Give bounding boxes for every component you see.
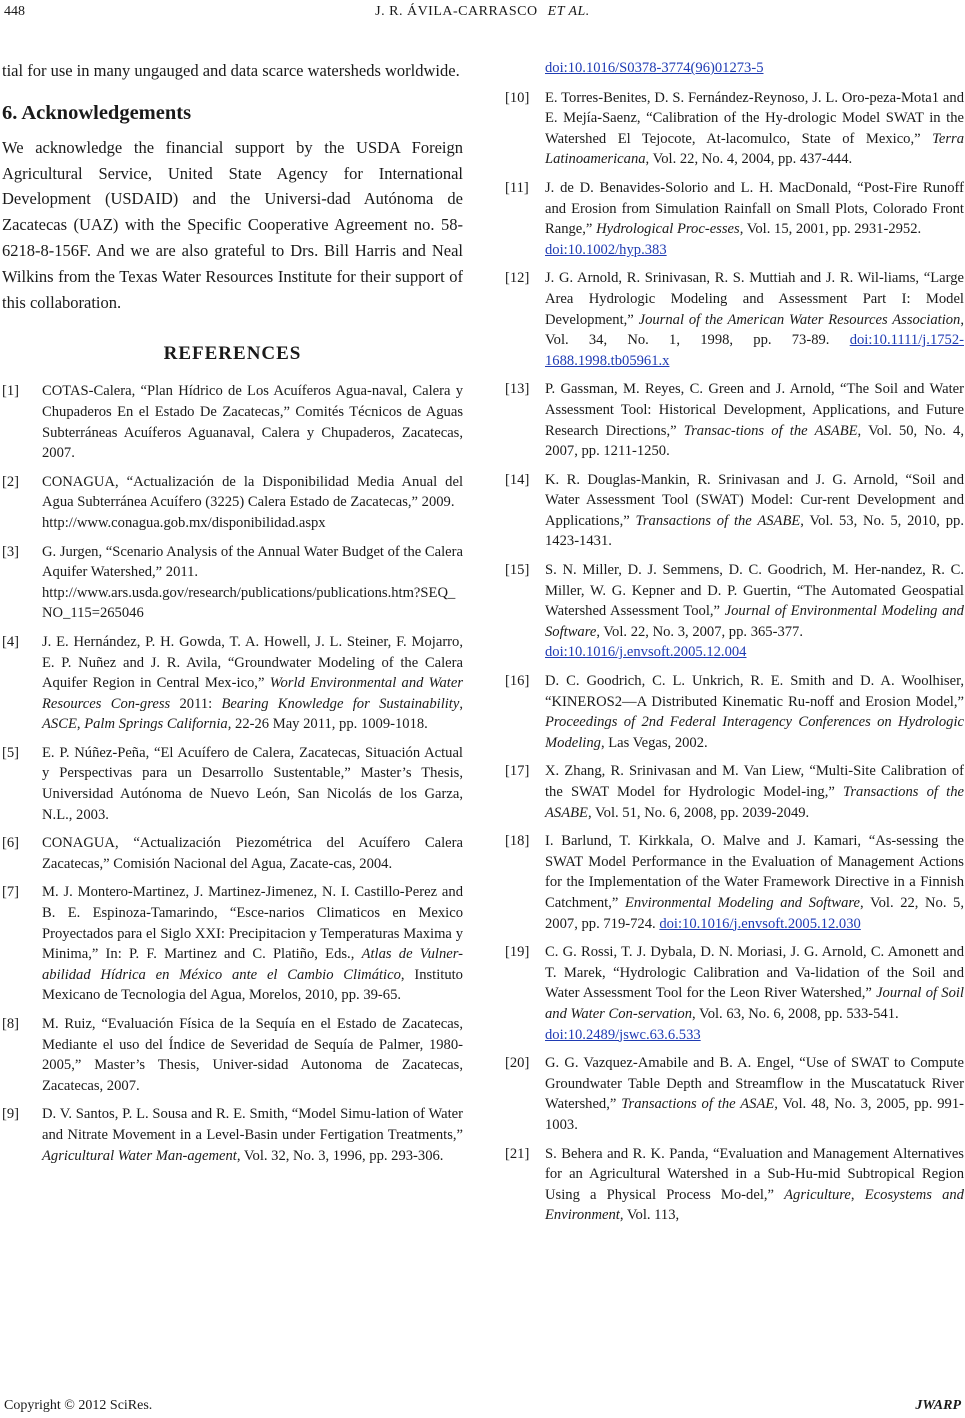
reference-text: , Vol. 50, No. 4, 2007, pp. 1211-1250. (545, 422, 965, 460)
reference-body (545, 379, 964, 461)
reference-venue: Agricultural Water Man-agement (42, 1147, 237, 1164)
reference-number: [16] (505, 673, 530, 690)
reference-text: G. Jurgen, “Scenario Analysis of the Annual Water Budget of the Calera Aquifer Watershed,” 2011. (42, 543, 463, 581)
acknowledgements-paragraph: We acknowledge the financial support by the USDA Foreign Agricultural Service, United State Agency for International Development (USDAID) and the Universi-dad Autónoma de Zacatecas (UAZ) with the Specific Cooperative Agreement no. 58-6218-8-156F. And we are also grateful to Drs. Bill Harris and Neal Wilkins from the Texas Water Resources Institute for their support of this collaboration. (2, 137, 463, 312)
reference-text: X. Zhang, R. Srinivasan and M. Van Liew, “Multi-Site Calibration of the SWAT Model for Hydrologic Model-ing,” (545, 763, 964, 800)
reference-item (2, 882, 463, 1006)
reference-item (505, 671, 964, 753)
reference-text: , 22-26 May 2011, pp. 1009-1018. (227, 716, 428, 733)
reference-venue: Terra Latinoamericana (545, 130, 964, 168)
reference-text: COTAS-Calera, “Plan Hídrico de Los Acuíferos Agua-naval, Calera y Chupaderos En el Estado De Zacatecas,” Comités Técnicos de Aguas Subterráneas Acuíferos Aguanaval, Calera y Chupaderos, Zacatecas, 2007. (42, 383, 463, 462)
reference-number: [12] (505, 270, 530, 287)
reference-url[interactable]: http://www.ars.usda.gov/research/publications/publications.htm?SEQ_NO_115=265046 (42, 584, 456, 622)
reference-item (505, 268, 964, 371)
reference-item (2, 632, 463, 735)
reference-item (505, 942, 964, 1045)
reference-item (505, 379, 964, 461)
reference-text: D. C. Goodrich, C. L. Unkrich, R. E. Smith and D. A. Woolhiser, “KINEROS2—A Distributed Kinematic Ru-noff and Erosion Model,” (545, 673, 964, 710)
intro-paragraph: tial for use in many ungauged and data scarce watersheds worldwide. (2, 61, 460, 80)
reference-number: [19] (505, 944, 530, 961)
right-column (505, 58, 964, 1234)
reference-venue: Proceedings of 2nd Federal Interagency Conferences on Hydrologic Modeling (545, 714, 964, 751)
reference-url[interactable]: http://www.conagua.gob.mx/disponibilidad.aspx (42, 514, 326, 531)
reference-number: [7] (2, 884, 20, 901)
reference-text: J. E. Hernández, P. H. Gowda, T. A. Howell, J. L. Steiner, F. Mojarro, E. P. Nuñez and J. R. Avila, “Groundwater Modeling of the Calera Aquifer Region in Central Mex-ico,” (42, 633, 463, 692)
reference-continuation (505, 58, 964, 79)
reference-number: [8] (2, 1016, 20, 1032)
reference-venue: ASCE (42, 716, 77, 733)
references-heading: REFERENCES (163, 343, 302, 365)
reference-text: P. Gassman, M. Reyes, C. Green and J. Arnold, “The Soil and Water Assessment Tool: Historical Development, Applications, and Future Research Directions,” (545, 381, 964, 439)
reference-item (2, 381, 463, 463)
reference-number: [14] (505, 471, 530, 488)
reference-number: [5] (2, 744, 20, 761)
copyright-notice: Copyright © 2012 SciRes. (4, 1398, 153, 1413)
reference-text: , Vol. 22, No. 4, 2004, pp. 437-444. (645, 151, 853, 168)
reference-venue: World Environmental and Water Resources Con-gress (42, 675, 463, 712)
reference-venue: Palm Springs California (84, 716, 228, 733)
reference-item (505, 470, 964, 552)
reference-number: [6] (2, 835, 20, 852)
reference-text: CONAGUA, “Actualización de la Disponibilidad Media Anual del Agua Subterránea Acuífero (3225) Calera Estado de Zacatecas,” 2009. (42, 473, 463, 511)
reference-item (505, 831, 964, 934)
reference-text: C. G. Rossi, T. J. Dybala, D. N. Moriasi, J. G. Arnold, C. Amonett and T. Marek, “Hydrologic Calibration and Va-lidation of the Soil and Water Assessment Tool for the Leon River Watershed,” (545, 944, 964, 1002)
reference-venue: Journal of Soil and Water Con-servation (545, 985, 964, 1022)
reference-text: E. P. Núñez-Peña, “El Acuífero de Calera, Zacatecas, Situación Actual y Perspectivas para un Desarrollo Sustentable,” Master’s Thesis, Universidad Autónoma de Nuevo León, San Nicolás de los Garza, N.L., 2003. (42, 744, 463, 823)
reference-text: , Instituto Mexicano de Tecnologia del Agua, Morelos, 2010, pp. 39-65. (42, 966, 463, 1004)
reference-item (2, 1104, 463, 1166)
reference-item (505, 560, 964, 663)
reference-body (42, 632, 463, 735)
reference-text: , Vol. 113, (619, 1207, 680, 1224)
reference-text: E. Torres-Benites, D. S. Fernández-Reynoso, J. L. Oro-peza-Mota1 and E. Mejía-Saenz, “Calibration of the Hy-drologic Model SWAT in the Watershed El Tejocote, At-lacomulco, State of Mexico,” (545, 89, 964, 147)
reference-venue: Agriculture (784, 1186, 851, 1203)
reference-text: S. N. Miller, D. J. Semmens, D. C. Goodrich, M. Her-nandez, R. C. Miller, W. G. Kepner and D. P. Guertin, “The Automated Geospatial Watershed Assessment Tool,” (545, 562, 964, 620)
reference-text: 2011: (179, 695, 213, 712)
reference-text: , Vol. 53, No. 5, 2010, pp. 1423-1431. (545, 512, 964, 550)
reference-venue: Bearing Knowledge for Sustainability (221, 695, 460, 712)
reference-venue: Atlas de Vulner-abilidad Hídrica en México ante el Cambio Climático (42, 946, 463, 983)
reference-number: [9] (2, 1106, 20, 1123)
reference-number: [10] (505, 89, 530, 106)
doi-link[interactable]: doi:10.1016/S0378-3774(96)01273-5 (545, 60, 764, 76)
reference-body (545, 470, 964, 552)
page-number: 448 (4, 4, 25, 19)
reference-body (42, 1104, 463, 1166)
reference-text: S. Behera and R. K. Panda, “Evaluation and Management Alternatives for an Agricultural Watershed in a Sub-Hu-mid Subtropical Region Using a Physical Process Mo-del,” (545, 1145, 964, 1203)
reference-body (545, 761, 964, 823)
page-header (0, 4, 965, 26)
reference-number: [15] (505, 562, 530, 579)
reference-body (545, 1053, 964, 1135)
reference-number: [2] (2, 473, 20, 490)
doi-link[interactable]: doi:10.1016/j.envsoft.2005.12.030 (659, 915, 861, 932)
reference-body (42, 542, 463, 624)
reference-body (545, 942, 964, 1045)
reference-venue: Transactions of the ASAE (621, 1096, 775, 1113)
reference-text: J. de D. Benavides-Solorio and L. H. MacDonald, “Post-Fire Runoff and Erosion from Simulation Rainfall on Small Plots, Colorado Front Range,” (545, 179, 964, 238)
reference-body (545, 88, 964, 170)
reference-item (505, 1053, 964, 1135)
reference-text: I. Barlund, T. Kirkkala, O. Malve and J. Kamari, “As-sessing the SWAT Model Performance in the Evaluation of Management Actions for the Implementation of the Water Framework Directive in a Finnish Catchment,” (545, 833, 964, 911)
reference-venue: Ecosystems and Environment (545, 1186, 964, 1224)
reference-text: , Vol. 22, No. 5, 2007, pp. 719-724. (545, 894, 965, 932)
reference-number: [3] (2, 543, 20, 560)
reference-venue: Environmental Modeling and Software (624, 894, 861, 911)
reference-venue: Hydrological Proc-esses (596, 221, 740, 238)
acknowledgements-heading: 6. Acknowledgements (2, 101, 192, 124)
reference-number: [1] (2, 383, 20, 400)
reference-text: , Vol. 63, No. 6, 2008, pp. 533-541. (692, 1005, 899, 1022)
reference-text: , (850, 1186, 855, 1203)
reference-item (505, 88, 964, 170)
reference-number: [18] (505, 833, 530, 850)
reference-text: G. G. Vazquez-Amabile and B. A. Engel, “Use of SWAT to Compute Groundwater Table Depth and Streamflow in the Muscatatuck River Watershed,” (545, 1055, 964, 1113)
reference-text: J. G. Arnold, R. Srinivasan, R. S. Muttiah and J. R. Wil-liams, “Large Area Hydrologic Modeling and Assessment Part I: Model Development,” (545, 270, 964, 328)
reference-text: , (76, 716, 81, 733)
reference-text: , (459, 695, 463, 712)
reference-item (2, 743, 463, 825)
reference-body (545, 268, 964, 371)
doi-link[interactable]: doi:10.1002/hyp.383 (545, 241, 667, 258)
reference-item (2, 1014, 463, 1096)
running-head-etal: ET AL. (547, 4, 590, 19)
reference-text: D. V. Santos, P. L. Sousa and R. E. Smith, “Model Simu-lation of Water and Nitrate Movement in a Level-Basin under Fertigation Treatments,” (42, 1106, 463, 1143)
reference-item (505, 1144, 964, 1226)
reference-venue: Transactions of the ASABE (635, 512, 801, 529)
reference-venue: Transac-tions of the ASABE (683, 422, 858, 439)
reference-number: [21] (505, 1145, 530, 1162)
reference-body (42, 882, 463, 1006)
reference-venue: Journal of the American Water Resources Association (638, 311, 961, 328)
reference-number: [17] (505, 763, 530, 780)
reference-body (545, 1144, 964, 1226)
reference-item (2, 472, 463, 534)
journal-abbrev: JWARP (915, 1398, 961, 1413)
reference-text: , Vol. 32, No. 3, 1996, pp. 293-306. (236, 1147, 444, 1164)
reference-text: , Las Vegas, 2002. (600, 734, 708, 751)
doi-link[interactable]: doi:10.1016/j.envsoft.2005.12.004 (545, 644, 747, 661)
running-head (0, 4, 965, 20)
reference-number: [4] (2, 633, 20, 650)
doi-link[interactable]: doi:10.2489/jswc.63.6.533 (545, 1026, 701, 1043)
reference-item (505, 761, 964, 823)
reference-body (42, 472, 463, 534)
reference-text: , Vol. 51, No. 6, 2008, pp. 2039-2049. (587, 804, 810, 821)
running-head-authors: J. R. ÁVILA-CARRASCO (375, 4, 538, 19)
reference-text: M. J. Montero-Martinez, J. Martinez-Jimenez, N. I. Castillo-Perez and B. E. Espinoza-Tamarindo, “Esce-narios Climaticos en Mexico Proyectados para el Siglo XXI: Precipitacion y Temperaturas Maxima y Minima,” In: P. F. Martinez and C. Platiño, Eds., (42, 884, 463, 963)
reference-body (545, 560, 964, 663)
reference-body (545, 671, 964, 753)
reference-text: CONAGUA, “Actualización Piezométrica del Acuífero Calera Zacatecas,” Comisión Nacional del Agua, Zacate-cas, 2004. (42, 835, 463, 872)
reference-text: , Vol. 22, No. 3, 2007, pp. 365-377. (596, 623, 803, 640)
reference-item (2, 542, 463, 624)
doi-link[interactable]: doi:10.1111/j.1752-1688.1998.tb05961.x (545, 332, 964, 369)
reference-number: [20] (505, 1055, 530, 1072)
reference-text: K. R. Douglas-Mankin, R. Srinivasan and J. G. Arnold, “Soil and Water Assessment Tool (SWAT) Model: Cur-rent Development and Applications,” (545, 471, 964, 529)
reference-number: [11] (505, 179, 529, 196)
reference-venue: Transactions of the ASABE (545, 784, 964, 821)
reference-item (505, 178, 964, 260)
reference-text: , Vol. 48, No. 3, 2005, pp. 991-1003. (545, 1096, 964, 1133)
reference-text: , Vol. 34, No. 1, 1998, pp. 73-89. (545, 311, 964, 349)
reference-venue: Journal of Environmental Modeling and Software (545, 603, 964, 640)
reference-text: , Vol. 15, 2001, pp. 2931-2952. (739, 221, 922, 238)
left-column (2, 58, 463, 1174)
reference-text: M. Ruiz, “Evaluación Física de la Sequía en el Estado de Zacatecas, Mediante el uso del Índice de Severidad de Sequía de Palmer, 1980-2005,” Master’s Thesis, Univer-sidad Autonoma de Zacatecas, Zacatecas, 2007. (42, 1016, 463, 1094)
reference-body (545, 831, 964, 934)
reference-body (545, 178, 964, 260)
reference-number: [13] (505, 381, 530, 398)
reference-item (2, 833, 463, 874)
